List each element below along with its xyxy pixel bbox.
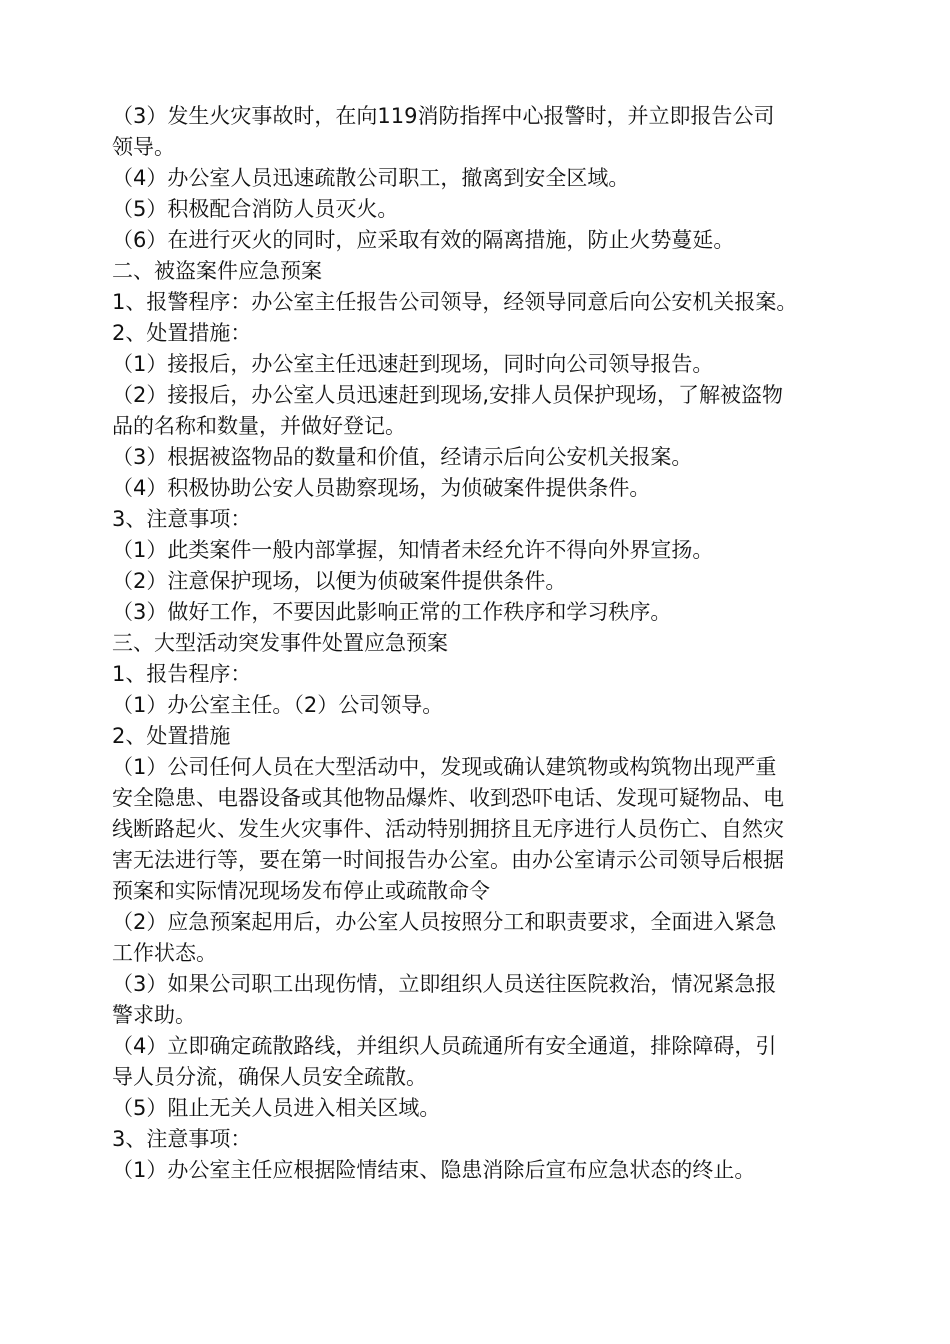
paragraph-line: （4）立即确定疏散路线，并组织人员疏通所有安全通道，排除障碍，引 [112, 1034, 777, 1058]
paragraph-line: （1）公司任何人员在大型活动中，发现或确认建筑物或构筑物出现严重 [112, 755, 777, 779]
subsection-heading: 2、处置措施： [112, 321, 252, 345]
subsection-heading: 3、注意事项： [112, 507, 252, 531]
paragraph-line: 领导。 [112, 135, 175, 159]
subsection-heading: 3、注意事项： [112, 1127, 252, 1151]
paragraph-line: （1）办公室主任。（2）公司领导。 [112, 693, 444, 717]
paragraph-line: （1）办公室主任应根据险情结束、隐患消除后宣布应急状态的终止。 [112, 1158, 756, 1182]
section-heading: 二、被盗案件应急预案 [112, 259, 322, 283]
paragraph-line: 线断路起火、发生火灾事件、活动特别拥挤且无序进行人员伤亡、自然灾 [112, 817, 784, 841]
paragraph-line: （4）积极协助公安人员勘察现场，为侦破案件提供条件。 [112, 476, 651, 500]
paragraph-line: （5）积极配合消防人员灭火。 [112, 197, 399, 221]
paragraph-line: （2）应急预案起用后，办公室人员按照分工和职责要求，全面进入紧急 [112, 910, 777, 934]
subsection-heading: 2、处置措施 [112, 724, 231, 748]
paragraph-line: （3）如果公司职工出现伤情，立即组织人员送往医院救治，情况紧急报 [112, 972, 777, 996]
paragraph-line: 警求助。 [112, 1003, 196, 1027]
section-heading: 三、大型活动突发事件处置应急预案 [112, 631, 448, 655]
paragraph-line: 导人员分流，确保人员安全疏散。 [112, 1065, 427, 1089]
document-body [112, 101, 867, 1186]
paragraph-line: （5）阻止无关人员进入相关区域。 [112, 1096, 441, 1120]
paragraph-line: （2）接报后，办公室人员迅速赶到现场,安排人员保护现场，了解被盗物 [112, 383, 784, 407]
paragraph-line: 安全隐患、电器设备或其他物品爆炸、收到恐吓电话、发现可疑物品、电 [112, 786, 784, 810]
paragraph-line: 工作状态。 [112, 941, 217, 965]
paragraph-line: （2）注意保护现场，以便为侦破案件提供条件。 [112, 569, 567, 593]
paragraph-line: 1、报警程序：办公室主任报告公司领导，经领导同意后向公安机关报案。 [112, 290, 798, 314]
subsection-heading: 1、报告程序： [112, 662, 252, 686]
paragraph-line: （3）发生火灾事故时，在向119消防指挥中心报警时，并立即报告公司 [112, 104, 775, 128]
paragraph-line: （4）办公室人员迅速疏散公司职工，撤离到安全区域。 [112, 166, 630, 190]
paragraph-line: 害无法进行等，要在第一时间报告办公室。由办公室请示公司领导后根据 [112, 848, 784, 872]
paragraph-line: （6）在进行灭火的同时，应采取有效的隔离措施，防止火势蔓延。 [112, 228, 735, 252]
paragraph-line: （3）根据被盗物品的数量和价值，经请示后向公安机关报案。 [112, 445, 693, 469]
paragraph-line: 品的名称和数量，并做好登记。 [112, 414, 406, 438]
paragraph-line: （1）接报后，办公室主任迅速赶到现场，同时向公司领导报告。 [112, 352, 714, 376]
paragraph-line: （1）此类案件一般内部掌握，知情者未经允许不得向外界宣扬。 [112, 538, 714, 562]
paragraph-line: （3）做好工作，不要因此影响正常的工作秩序和学习秩序。 [112, 600, 672, 624]
paragraph-line: 预案和实际情况现场发布停止或疏散命令 [112, 879, 490, 903]
